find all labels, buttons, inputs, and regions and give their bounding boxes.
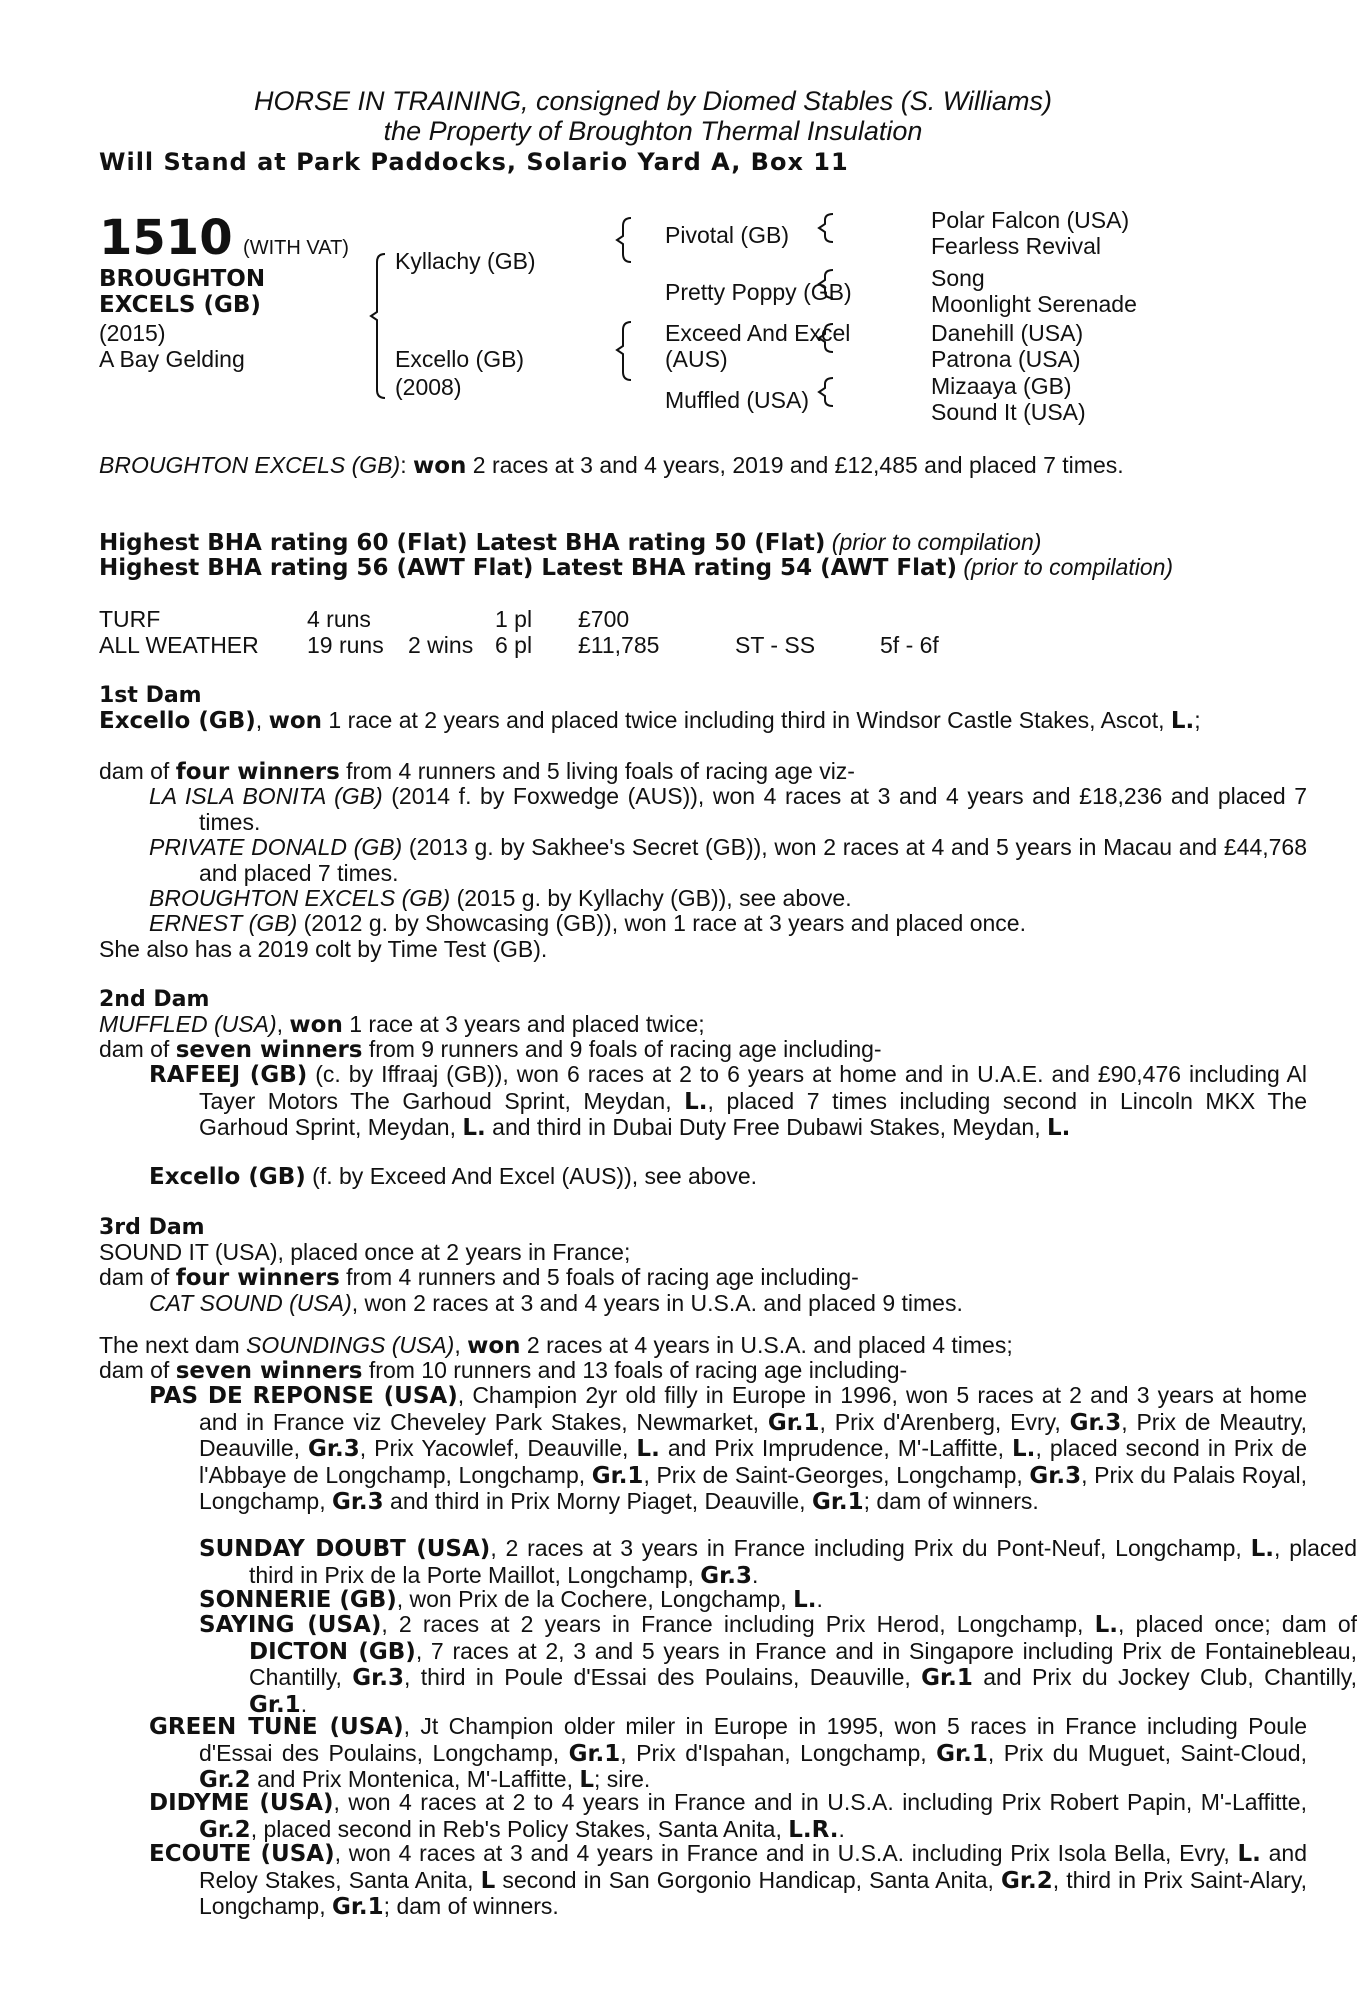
stat-turf-money: £700 (578, 606, 630, 632)
stat-aw-going: ST - SS (735, 632, 816, 658)
third-dam-record: SOUND IT (USA), placed once at 2 years in France; (99, 1239, 631, 1265)
sire-sire: Pivotal (GB) (665, 222, 789, 248)
first-dam-offspring-2: PRIVATE DONALD (GB) (2013 g. by Sakhee's Secret (GB)), won 2 races at 4 and 5 years in Macau and £44,768 and placed 7 times. (149, 834, 1307, 886)
horse-description: A Bay Gelding (99, 346, 245, 372)
dam-sire-line1: Exceed And Excel (665, 320, 851, 346)
first-dam-offspring-3: BROUGHTON EXCELS (GB) (2015 g. by Kyllachy (GB)), see above. (149, 885, 852, 911)
race-summary: BROUGHTON EXCELS (GB): won 2 races at 3 and 4 years, 2019 and £12,485 and placed 7 times. (99, 452, 1124, 479)
dam-dam: Muffled (USA) (665, 387, 810, 413)
vat-note: (WITH VAT) (243, 237, 349, 259)
first-dam-heading: 1st Dam (99, 683, 202, 708)
ped-sdd: Moonlight Serenade (931, 291, 1137, 317)
dam-sire-line2: (AUS) (665, 346, 728, 372)
second-dam-heading: 2nd Dam (99, 987, 210, 1012)
lot-number: 1510 (99, 210, 233, 266)
horse-name-line1: BROUGHTON (99, 266, 266, 292)
ped-dss: Danehill (USA) (931, 320, 1084, 346)
second-dam-offspring-2: Excello (GB) (f. by Exceed And Excel (AUS)), see above. (149, 1163, 758, 1190)
ped-dds: Mizaaya (GB) (931, 373, 1072, 399)
first-dam-record: Excello (GB), won 1 race at 2 years and placed twice including third in Windsor Castle Stakes, Ascot, L.; (99, 707, 1201, 734)
stat-aw-pl: 6 pl (495, 632, 533, 658)
offspring-didyme: DIDYME (USA), won 4 races at 2 to 4 years in France and in U.S.A. including Prix Robert Papin, M'-Laffitte, Gr.2, placed second in Reb's Policy Stakes, Santa Anita, L.R.. (149, 1789, 1307, 1843)
first-dam-offspring-4: ERNEST (GB) (2012 g. by Showcasing (GB)), won 1 race at 3 years and placed once. (149, 910, 1026, 936)
ped-sss: Polar Falcon (USA) (931, 207, 1130, 233)
offspring-sonnerie: SONNERIE (GB), won Prix de la Cochere, Longchamp, L.. (199, 1586, 823, 1613)
offspring-pas-de-reponse: PAS DE REPONSE (USA), Champion 2yr old filly in Europe in 1996, won 5 races at 2 and 3 years at home and in France viz Cheveley Park Stakes, Newmarket, Gr.1, Prix d'Arenberg, Evry, Gr.3, Prix de Meautry, Deauville, Gr.3, Prix Yacowlef, Deauville, L. and Prix Imprudence, M'-Laffitte, L., placed second in Prix de l'Abbaye de Longchamp, Longchamp, Gr.1, Prix de Saint-Georges, Longchamp, Gr.3, Prix du Palais Royal, Longchamp, Gr.3 and third in Prix Morny Piaget, Deauville, Gr.1; dam of winners. (149, 1382, 1308, 1515)
next-dam-record: The next dam SOUNDINGS (USA), won 2 races at 4 years in U.S.A. and placed 4 times; (99, 1332, 1013, 1359)
first-dam-offspring-1: LA ISLA BONITA (GB) (2014 f. by Foxwedge (AUS)), won 4 races at 3 and 4 years and £18,236 and placed 7 times. (149, 783, 1307, 835)
stat-aw-dist: 5f - 6f (880, 632, 939, 658)
first-dam-also: She also has a 2019 colt by Time Test (GB). (99, 936, 548, 962)
first-dam-produce: dam of four winners from 4 runners and 5 living foals of racing age viz- (99, 758, 855, 785)
ped-dsd: Patrona (USA) (931, 346, 1081, 372)
sire-dam: Pretty Poppy (GB) (665, 279, 852, 305)
third-dam-offspring-1: CAT SOUND (USA), won 2 races at 3 and 4 years in U.S.A. and placed 9 times. (149, 1290, 963, 1316)
ped-sds: Song (931, 265, 985, 291)
stat-aw-money: £11,785 (578, 632, 660, 658)
offspring-saying: SAYING (USA), 2 races at 2 years in France including Prix Herod, Longchamp, L., placed once; dam of DICTON (GB), 7 races at 2, 3 and 5 years in France and in Singapore including Prix de Fontainebleau, Chantilly, Gr.3, third in Poule d'Essai des Poulains, Deauville, Gr.1 and Prix du Jockey Club, Chantilly, Gr.1. (199, 1611, 1357, 1718)
offspring-sunday-doubt: SUNDAY DOUBT (USA), 2 races at 3 years in France including Prix du Pont-Neuf, Longchamp, L., placed third in Prix de la Porte Maillot, Longchamp, Gr.3. (199, 1535, 1357, 1589)
second-dam-offspring-1: RAFEEJ (GB) (c. by Iffraaj (GB)), won 6 races at 2 to 6 years at home and in U.A.E. and £90,476 including Al Tayer Motors The Garhoud Sprint, Meydan, L., placed 7 times including second in Lincoln MKX The Garhoud Sprint, Meydan, L. and third in Dubai Duty Free Dubawi Stakes, Meydan, L. (149, 1061, 1307, 1141)
offspring-ecoute: ECOUTE (USA), won 4 races at 3 and 4 years in France and in U.S.A. including Prix Isola Bella, Evry, L. and Reloy Stakes, Santa Anita, L second in San Gorgonio Handicap, Santa Anita, Gr.2, third in Prix Saint-Alary, Longchamp, Gr.1; dam of winners. (149, 1840, 1308, 1920)
third-dam-produce: dam of four winners from 4 runners and 5 foals of racing age including- (99, 1264, 859, 1291)
dam: Excello (GB) (395, 346, 525, 372)
stat-turf-runs: 4 runs (307, 606, 371, 632)
sire: Kyllachy (GB) (395, 248, 536, 274)
ped-ssd: Fearless Revival (931, 233, 1101, 259)
rating-awt: Highest BHA rating 56 (AWT Flat) Latest BHA rating 54 (AWT Flat) (prior to compilation) (99, 554, 1174, 581)
rating-flat: Highest BHA rating 60 (Flat) Latest BHA rating 50 (Flat) (prior to compilation) (99, 529, 1042, 556)
stat-aw-wins: 2 wins (408, 632, 474, 658)
next-dam-produce: dam of seven winners from 10 runners and 13 foals of racing age including- (99, 1357, 908, 1384)
offspring-green-tune: GREEN TUNE (USA), Jt Champion older miler in Europe in 1995, won 5 races in France including Poule d'Essai des Poulains, Longchamp, Gr.1, Prix d'Ispahan, Longchamp, Gr.1, Prix du Muguet, Saint-Cloud, Gr.2 and Prix Montenica, M'-Laffitte, L; sire. (149, 1713, 1308, 1793)
second-dam-record: MUFFLED (USA), won 1 race at 3 years and placed twice; (99, 1011, 705, 1038)
foaling-year: (2015) (99, 320, 166, 346)
stat-aw-label: ALL WEATHER (99, 632, 259, 658)
stat-aw-runs: 19 runs (307, 632, 384, 658)
stat-turf-label: TURF (99, 606, 161, 632)
header-consignor: HORSE IN TRAINING, consigned by Diomed Stables (S. Williams) (254, 86, 1052, 116)
third-dam-heading: 3rd Dam (99, 1215, 205, 1240)
second-dam-produce: dam of seven winners from 9 runners and 9 foals of racing age including- (99, 1036, 882, 1063)
header-location: Will Stand at Park Paddocks, Solario Yard A, Box 11 (99, 148, 849, 176)
ped-ddd: Sound It (USA) (931, 399, 1086, 425)
stat-turf-pl: 1 pl (495, 606, 533, 632)
horse-name-line2: EXCELS (GB) (99, 292, 261, 318)
dam-year: (2008) (395, 374, 462, 400)
header-property: the Property of Broughton Thermal Insulation (383, 116, 923, 146)
